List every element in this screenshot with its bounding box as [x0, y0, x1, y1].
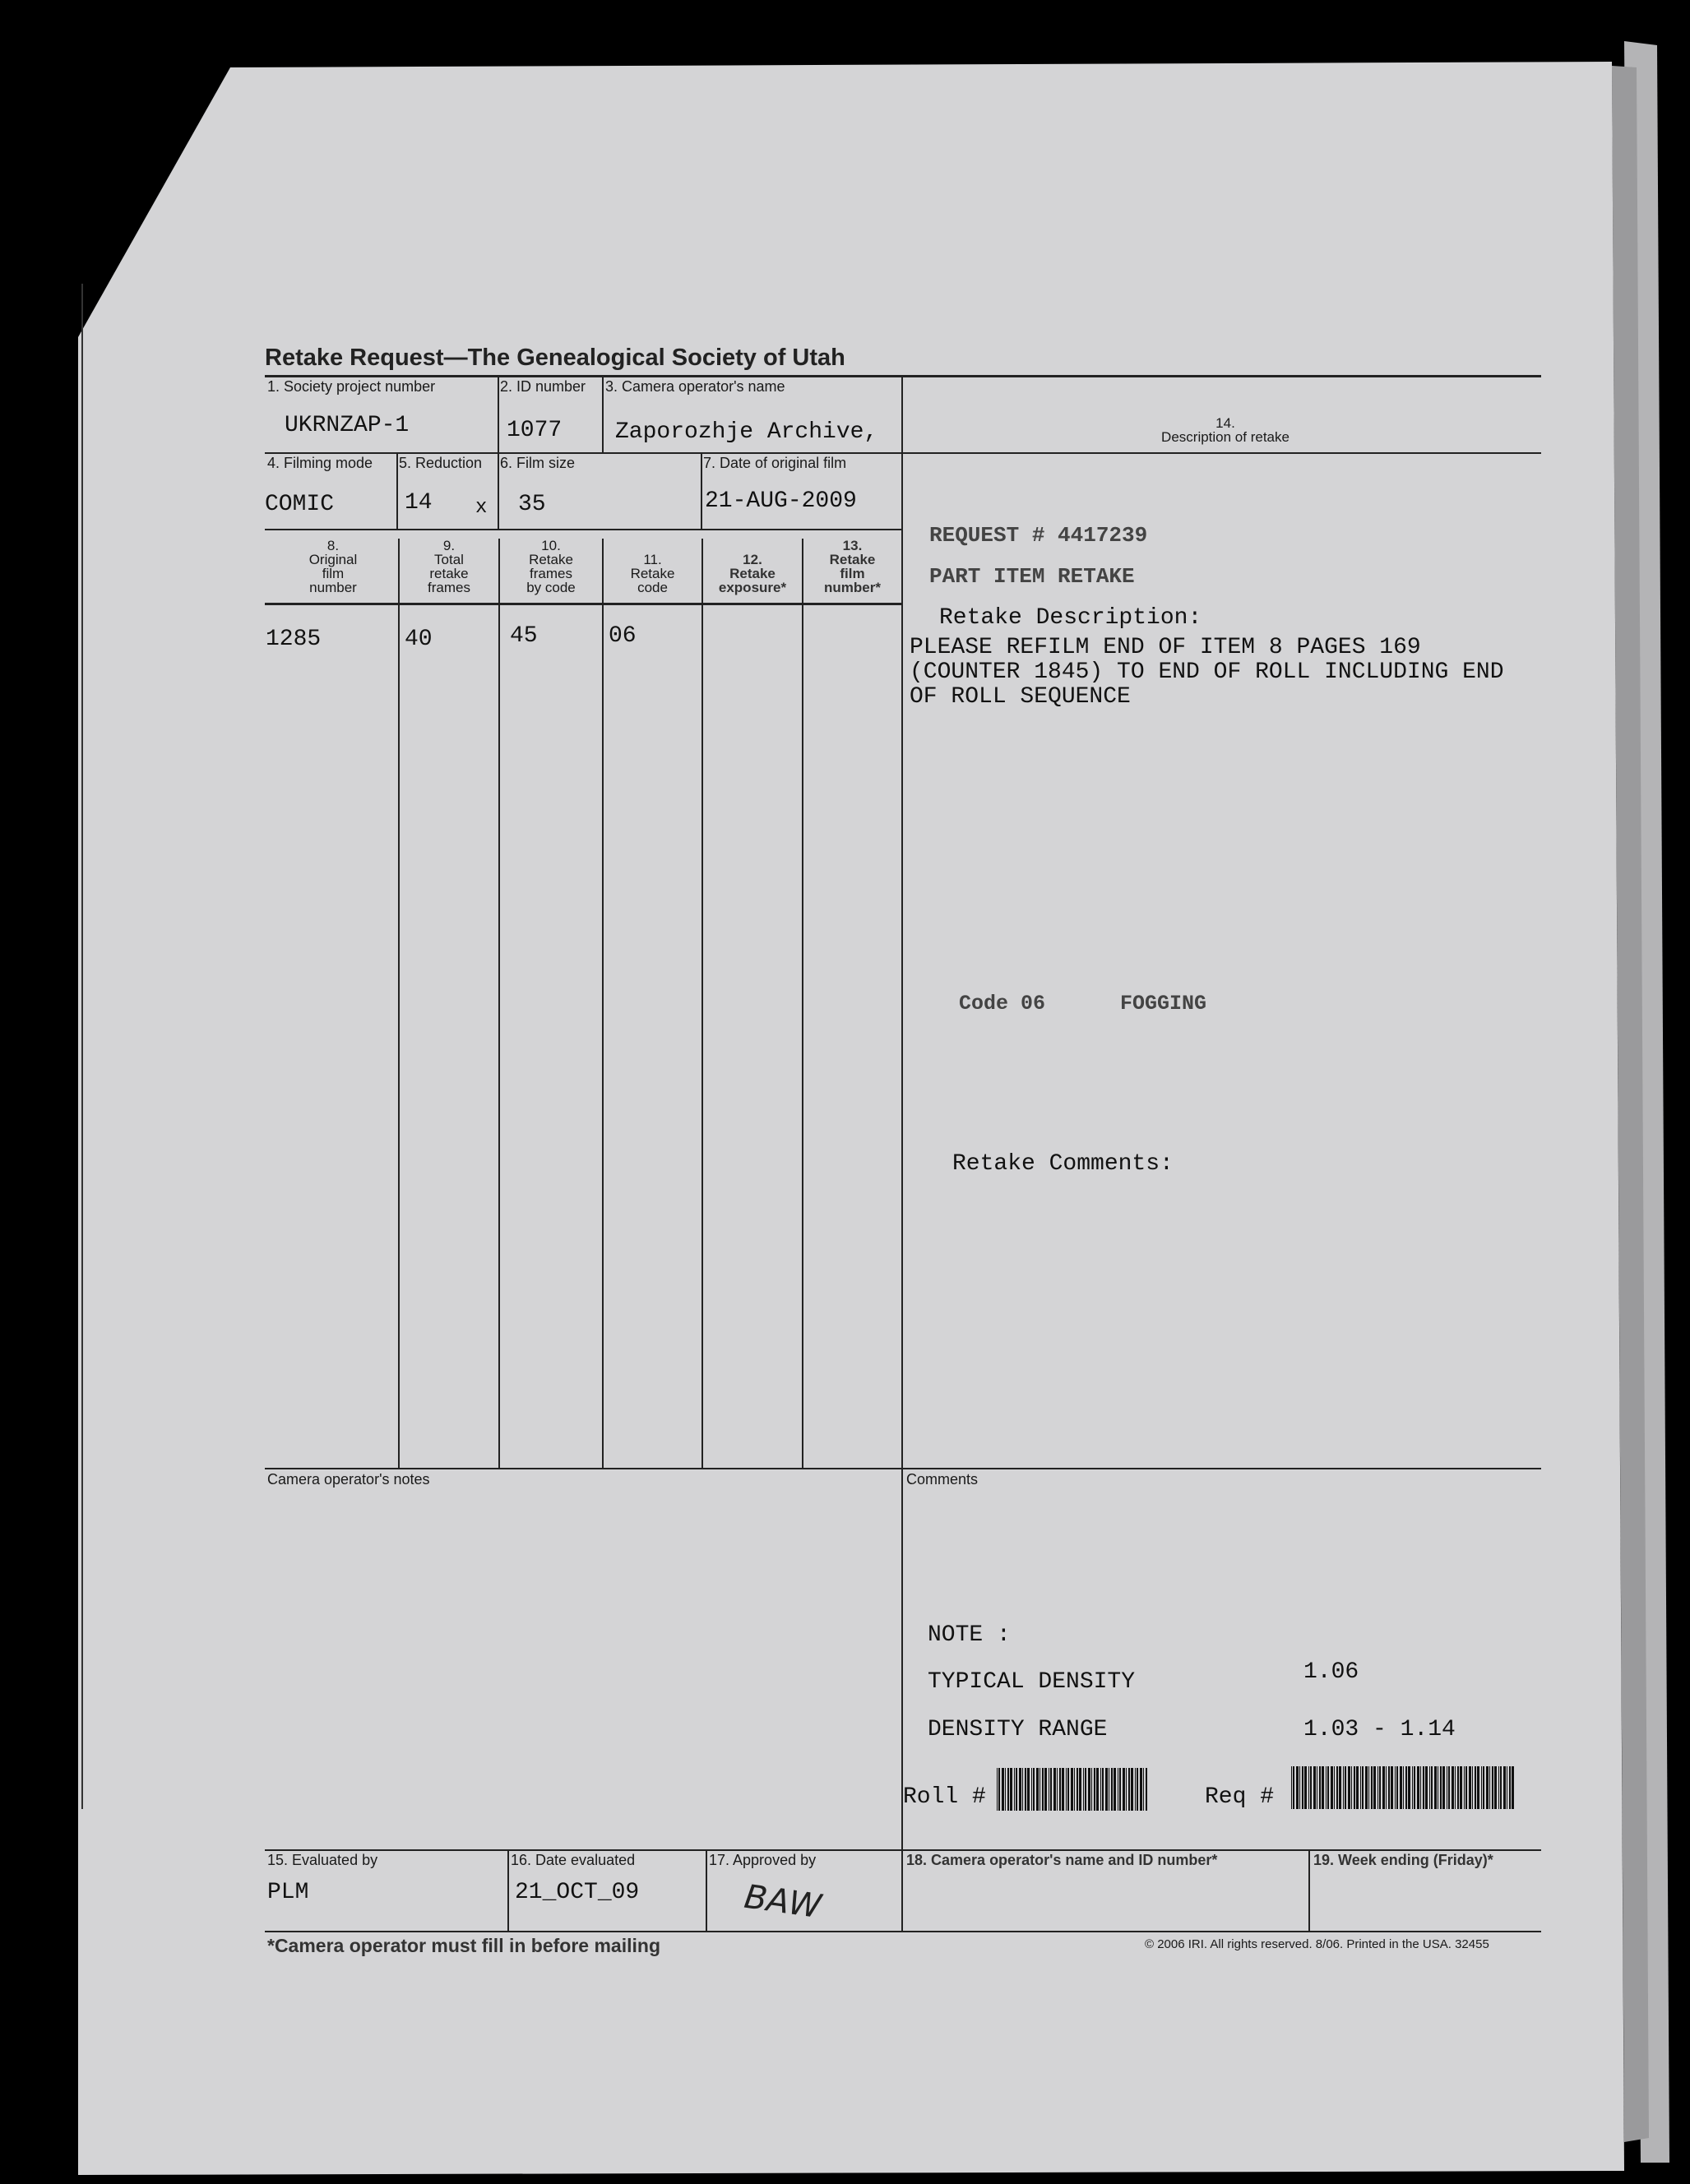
rule-colheaders — [265, 603, 901, 605]
film-size-label: 6. Film size — [500, 455, 576, 471]
barcode-bar — [1492, 1766, 1493, 1809]
rule-bottom-top — [265, 1849, 1541, 1851]
roll-barcode — [997, 1768, 1150, 1811]
barcode-bar — [1423, 1766, 1424, 1809]
barcode-bar — [1126, 1768, 1127, 1811]
barcode-bar — [1382, 1766, 1385, 1809]
reduction-x: x — [475, 497, 488, 519]
barcode-bar — [1500, 1766, 1502, 1809]
barcode-bar — [1395, 1766, 1396, 1809]
approved-by-label: 17. Approved by — [709, 1852, 817, 1868]
barcode-bar — [1019, 1768, 1021, 1811]
barcode-bar — [1039, 1768, 1040, 1811]
barcode-bar — [1356, 1766, 1359, 1809]
barcode-bar — [1434, 1766, 1437, 1809]
original-date-value: 21-AUG-2009 — [705, 488, 857, 514]
rule-v4 — [498, 452, 499, 530]
barcode-bar — [1135, 1768, 1136, 1811]
barcode-bar — [1414, 1766, 1415, 1809]
barcode-bar — [1348, 1766, 1350, 1809]
barcode-bar — [1400, 1766, 1402, 1809]
rule-v2 — [602, 375, 604, 453]
barcode-bar — [1031, 1768, 1032, 1811]
barcode-bar — [1464, 1766, 1465, 1809]
id-number-value: 1077 — [507, 418, 563, 443]
barcode-bar — [1440, 1766, 1442, 1809]
barcode-bar — [1343, 1766, 1344, 1809]
barcode-bar — [1291, 1766, 1292, 1809]
barcode-bar — [1368, 1766, 1369, 1809]
barcode-bar — [1365, 1766, 1368, 1809]
rule-top — [265, 375, 1541, 377]
barcode-bar — [1079, 1768, 1081, 1811]
note-label: NOTE : — [928, 1622, 1011, 1648]
col-rule-5 — [802, 539, 803, 1468]
barcode-bar — [1094, 1768, 1095, 1811]
barcode-bar — [997, 1768, 998, 1811]
barcode-bar — [1083, 1768, 1084, 1811]
barcode-bar — [1077, 1768, 1078, 1811]
barcode-bar — [1503, 1766, 1506, 1809]
barcode-bar — [1304, 1766, 1307, 1809]
operator-name-value: Zaporozhje Archive, — [615, 419, 878, 445]
col-header-11: 11. Retake code — [630, 552, 675, 595]
req-barcode — [1291, 1766, 1515, 1809]
barcode-bar — [1339, 1766, 1341, 1809]
original-date-label: 7. Date of original film — [703, 455, 847, 471]
original-film-number-value: 1285 — [266, 627, 322, 652]
barcode-bar — [1319, 1766, 1321, 1809]
barcode-bar — [1022, 1768, 1023, 1811]
project-number-label: 1. Society project number — [267, 378, 436, 395]
barcode-bar — [1373, 1766, 1376, 1809]
barcode-bar — [1027, 1768, 1030, 1811]
barcode-bar — [1377, 1766, 1378, 1809]
part-item-line: PART ITEM RETAKE — [929, 564, 1135, 589]
barcode-bar — [1007, 1768, 1009, 1811]
date-evaluated-value: 21_OCT_09 — [515, 1880, 640, 1905]
rule-v3 — [396, 452, 398, 530]
barcode-bar — [1431, 1766, 1433, 1809]
density-range-label: DENSITY RANGE — [928, 1717, 1108, 1742]
col-header-13: 13. Retake film number* — [824, 538, 881, 595]
barcode-bar — [1388, 1766, 1390, 1809]
barcode-bar — [1469, 1766, 1471, 1809]
barcode-bar — [1074, 1768, 1075, 1811]
barcode-bar — [1066, 1768, 1067, 1811]
barcode-bar — [1100, 1768, 1101, 1811]
barcode-bar — [1025, 1768, 1026, 1811]
barcode-bar — [1331, 1766, 1333, 1809]
barcode-bar — [1053, 1768, 1056, 1811]
col-rule-3 — [602, 539, 604, 1468]
barcode-bar — [1354, 1766, 1355, 1809]
barcode-bar — [1131, 1768, 1133, 1811]
barcode-bar — [998, 1768, 1000, 1811]
comments-label: Comments — [906, 1471, 979, 1488]
rule-bottom — [265, 1931, 1541, 1932]
barcode-bar — [1105, 1768, 1108, 1811]
barcode-bar — [1005, 1768, 1006, 1811]
id-number-label: 2. ID number — [500, 378, 586, 395]
barcode-bar — [1096, 1768, 1099, 1811]
barcode-bar — [1457, 1766, 1459, 1809]
evaluated-by-value: PLM — [267, 1880, 309, 1905]
barcode-bar — [1509, 1766, 1511, 1809]
description-label: 14. Description of retake — [1161, 415, 1289, 445]
barcode-bar — [1408, 1766, 1410, 1809]
barcode-bar — [1442, 1766, 1445, 1809]
barcode-bar — [1379, 1766, 1381, 1809]
barcode-bar — [1114, 1768, 1116, 1811]
density-range-value: 1.03 - 1.14 — [1303, 1717, 1456, 1742]
barcode-bar — [1334, 1766, 1335, 1809]
barcode-bar — [1429, 1766, 1430, 1809]
bottom-rule-1 — [507, 1849, 509, 1932]
evaluated-by-label: 15. Evaluated by — [267, 1852, 378, 1868]
barcode-bar — [1403, 1766, 1404, 1809]
barcode-bar — [1412, 1766, 1413, 1809]
description-line-3: OF ROLL SEQUENCE — [910, 684, 1131, 710]
barcode-bar — [1391, 1766, 1393, 1809]
barcode-bar — [1455, 1766, 1456, 1809]
barcode-bar — [1486, 1766, 1489, 1809]
project-number-value: UKRNZAP-1 — [285, 413, 410, 438]
barcode-bar — [1123, 1768, 1125, 1811]
barcode-bar — [1010, 1768, 1012, 1811]
barcode-bar — [1460, 1766, 1462, 1809]
barcode-bar — [1062, 1768, 1064, 1811]
roll-number-label: Roll # — [903, 1784, 986, 1810]
barcode-bar — [1386, 1766, 1387, 1809]
barcode-bar — [1296, 1766, 1299, 1809]
bottom-rule-3 — [1308, 1849, 1310, 1932]
approved-by-signature: BAW — [742, 1877, 824, 1927]
barcode-bar — [1302, 1766, 1303, 1809]
rule-v1 — [498, 375, 499, 453]
barcode-bar — [1088, 1768, 1090, 1811]
barcode-bar — [1128, 1768, 1130, 1811]
barcode-bar — [1481, 1766, 1482, 1809]
barcode-bar — [1033, 1768, 1035, 1811]
barcode-bar — [1360, 1766, 1361, 1809]
barcode-bar — [1483, 1766, 1484, 1809]
barcode-bar — [1465, 1766, 1467, 1809]
barcode-bar — [1102, 1768, 1104, 1811]
barcode-bar — [1146, 1768, 1147, 1811]
rule-row1 — [265, 452, 1541, 454]
barcode-bar — [1477, 1766, 1479, 1809]
barcode-bar — [1420, 1766, 1421, 1809]
retake-code-description: FOGGING — [1120, 992, 1207, 1016]
rule-row2 — [265, 529, 901, 530]
req-number-label: Req # — [1205, 1784, 1275, 1810]
col-header-8: 8. Original film number — [308, 538, 358, 595]
retake-code-label: Code 06 — [959, 992, 1046, 1016]
barcode-bar — [1327, 1766, 1329, 1809]
retake-code-value: 06 — [609, 623, 637, 649]
barcode-bar — [1036, 1768, 1039, 1811]
form-title: Retake Request—The Genealogical Society of Utah — [265, 345, 845, 371]
col-rule-4 — [701, 539, 703, 1468]
barcode-bar — [1016, 1768, 1017, 1811]
copyright-text: © 2006 IRI. All rights reserved. 8/06. Printed in the USA. 32455 — [1145, 1937, 1489, 1951]
col-header-12: 12. Retake exposure* — [718, 552, 787, 595]
barcode-bar — [1293, 1766, 1294, 1809]
retake-comments-heading: Retake Comments: — [952, 1151, 1174, 1177]
barcode-bar — [1362, 1766, 1364, 1809]
barcode-bar — [1472, 1766, 1473, 1809]
bottom-rule-2 — [706, 1849, 707, 1932]
barcode-bar — [1326, 1766, 1327, 1809]
retake-frames-by-code-value: 45 — [510, 623, 538, 649]
barcode-bar — [1057, 1768, 1058, 1811]
barcode-bar — [1067, 1768, 1069, 1811]
barcode-bar — [1489, 1766, 1490, 1809]
barcode-bar — [1345, 1766, 1346, 1809]
date-evaluated-label: 16. Date evaluated — [511, 1852, 636, 1868]
barcode-bar — [1014, 1768, 1015, 1811]
barcode-bar — [1310, 1766, 1312, 1809]
filming-mode-value: COMIC — [265, 492, 335, 517]
retake-description-heading: Retake Description: — [939, 605, 1202, 631]
barcode-bar — [1371, 1766, 1373, 1809]
barcode-bar — [1059, 1768, 1061, 1811]
barcode-bar — [1417, 1766, 1419, 1809]
barcode-bar — [1071, 1768, 1073, 1811]
barcode-bar — [1512, 1766, 1514, 1809]
rule-v5 — [701, 452, 702, 530]
barcode-bar — [1091, 1768, 1092, 1811]
col-rule-1 — [398, 539, 400, 1468]
barcode-bar — [1351, 1766, 1352, 1809]
barcode-bar — [1313, 1766, 1316, 1809]
barcode-bar — [1119, 1768, 1121, 1811]
description-line-2: (COUNTER 1845) TO END OF ROLL INCLUDING END — [910, 659, 1504, 685]
barcode-bar — [1085, 1768, 1086, 1811]
barcode-bar — [1299, 1766, 1300, 1809]
barcode-bar — [1137, 1768, 1138, 1811]
typical-density-value: 1.06 — [1303, 1659, 1359, 1685]
operator-name-label: 3. Camera operator's name — [605, 378, 785, 395]
barcode-bar — [1448, 1766, 1450, 1809]
barcode-bar — [1405, 1766, 1407, 1809]
week-ending-label: 19. Week ending (Friday)* — [1313, 1852, 1493, 1868]
barcode-bar — [1140, 1768, 1142, 1811]
barcode-bar — [1044, 1768, 1047, 1811]
barcode-bar — [1425, 1766, 1428, 1809]
barcode-bar — [1308, 1766, 1309, 1809]
request-line: REQUEST # 4417239 — [929, 523, 1148, 548]
barcode-bar — [1322, 1766, 1324, 1809]
filming-mode-label: 4. Filming mode — [267, 455, 373, 471]
typical-density-label: TYPICAL DENSITY — [928, 1669, 1136, 1695]
rule-center — [901, 375, 903, 1932]
barcode-bar — [1452, 1766, 1454, 1809]
barcode-bar — [1475, 1766, 1476, 1809]
barcode-bar — [1498, 1766, 1499, 1809]
barcode-bar — [1143, 1768, 1144, 1811]
barcode-bar — [1042, 1768, 1044, 1811]
barcode-bar — [1050, 1768, 1052, 1811]
col-header-9: 9. Total retake frames — [428, 538, 470, 595]
footer-note: *Camera operator must fill in before mailing — [267, 1935, 660, 1956]
reduction-value: 14 — [405, 490, 433, 516]
operator-notes-label: Camera operator's notes — [267, 1471, 430, 1488]
barcode-bar — [1111, 1768, 1113, 1811]
col-rule-2 — [498, 539, 500, 1468]
col-header-10: 10. Retake frames by code — [526, 538, 576, 595]
barcode-bar — [1002, 1768, 1004, 1811]
rule-lower — [265, 1468, 1541, 1469]
total-retake-frames-value: 40 — [405, 627, 433, 652]
barcode-bar — [1336, 1766, 1338, 1809]
barcode-bar — [1396, 1766, 1398, 1809]
barcode-bar — [1494, 1766, 1497, 1809]
operator-id-label: 18. Camera operator's name and ID number* — [906, 1852, 1218, 1868]
film-size-value: 35 — [518, 492, 546, 517]
description-line-1: PLEASE REFILM END OF ITEM 8 PAGES 169 — [910, 635, 1421, 660]
reduction-label: 5. Reduction — [399, 455, 483, 471]
